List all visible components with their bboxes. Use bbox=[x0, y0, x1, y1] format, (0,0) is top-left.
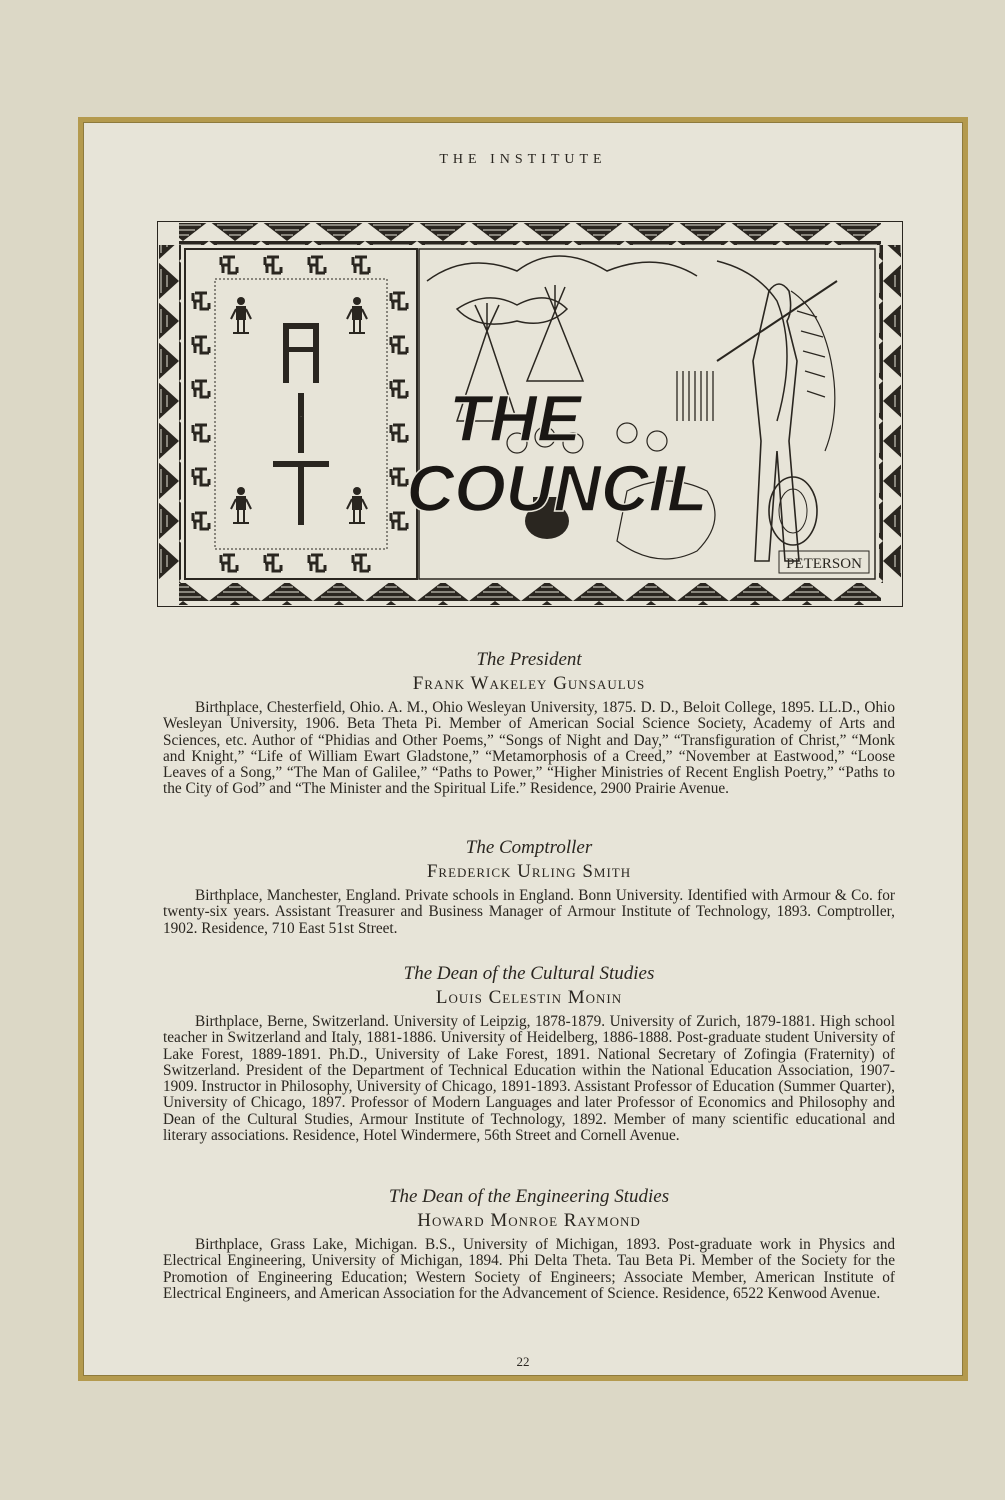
section-title: The Comptroller bbox=[465, 837, 593, 858]
section-president bbox=[163, 648, 895, 798]
banner-monogram: AIT bbox=[300, 417, 302, 418]
section-title: The President bbox=[476, 649, 582, 670]
section-body: Birthplace, Berne, Switzerland. University of Leipzig, 1878-1879. University of Zurich, 1879-1881. High school teacher in Switzerland and Italy, 1881-1886. University of Heidelberg, 1886-1888. Post-graduate student University of Lake Forest, 1889-1891. Ph.D., University of Lake Forest, 1891. National Secretary of Zofingia (Fraternity) of Switzerland. President of the Department of Technical Education within the National Education Association, 1907-1909. Instructor in Philosophy, University of Chicago, 1891-1893. Assistant Professor of Education (Summer Quarter), University of Chicago, 1897. Professor of Modern Languages and later Professor of Economics and Philosophy and Dean of the Cultural Studies, Armour Institute of Technology, 1892. Member of many scientific educational and literary associations. Residence, Hotel Windermere, 56th Street and Cornell Avenue. bbox=[163, 1013, 895, 1145]
section-title: The Dean of the Engineering Studies bbox=[388, 1186, 670, 1207]
section-title: The Dean of the Cultural Studies bbox=[403, 963, 655, 984]
banner-title-the: THE bbox=[449, 381, 581, 455]
council-banner-illustration bbox=[157, 221, 903, 607]
section-person-name: Howard Monroe Raymond bbox=[417, 1210, 641, 1231]
section-comptroller bbox=[163, 836, 895, 937]
page-frame bbox=[78, 117, 968, 1381]
section-body: Birthplace, Chesterfield, Ohio. A. M., Ohio Wesleyan University, 1875. D. D., Beloit College, 1895. LL.D., Ohio Wesleyan University, 1906. Beta Theta Pi. Member of American Social Science Society, Academy of Arts and Sciences, etc. Author of “Phidias and Other Poems,” “Songs of Night and Day,” “Transfiguration of Christ,” “Monk and Knight,” “Life of William Ewart Gladstone,” “Metamorphosis of a Creed,” “November at Eastwood,” “Loose Leaves of a Song,” “The Man of Galilee,” “Paths to Power,” “Higher Ministries of Recent English Poetry,” “Paths to the City of God” and “The Minister and the Spiritual Life.” Residence, 2900 Prairie Avenue. bbox=[163, 699, 895, 798]
section-dean-engineering-studies bbox=[163, 1185, 895, 1302]
artist-signature: PETERSON bbox=[786, 556, 862, 572]
section-person-name: Louis Celestin Monin bbox=[435, 987, 623, 1008]
section-dean-cultural-studies bbox=[163, 962, 895, 1144]
section-body: Birthplace, Grass Lake, Michigan. B.S., University of Michigan, 1893. Post-graduate work in Physics and Electrical Engineering, University of Michigan, 1894. Phi Delta Theta. Tau Beta Pi. Member of the Society for the Promotion of Engineering Education; Western Society of Engineers; Associate Member, American Institute of Electrical Engineers, and American Association for the Advancement of Science. Residence, 6522 Kenwood Avenue. bbox=[163, 1236, 895, 1302]
section-person-name: Frank Wakeley Gunsaulus bbox=[412, 673, 646, 694]
page-number: 22 bbox=[516, 1354, 530, 1369]
section-body: Birthplace, Manchester, England. Private schools in England. Bonn University. Identified with Armour & Co. for twenty-six years. Assistant Treasurer and Business Manager of Armour Institute of Technology, 1893. Comptroller, 1902. Residence, 710 East 51st Street. bbox=[163, 887, 895, 937]
section-person-name: Frederick Urling Smith bbox=[426, 861, 632, 882]
running-head: THE INSTITUTE bbox=[439, 152, 607, 167]
banner-title-council: COUNCIL bbox=[406, 451, 708, 525]
